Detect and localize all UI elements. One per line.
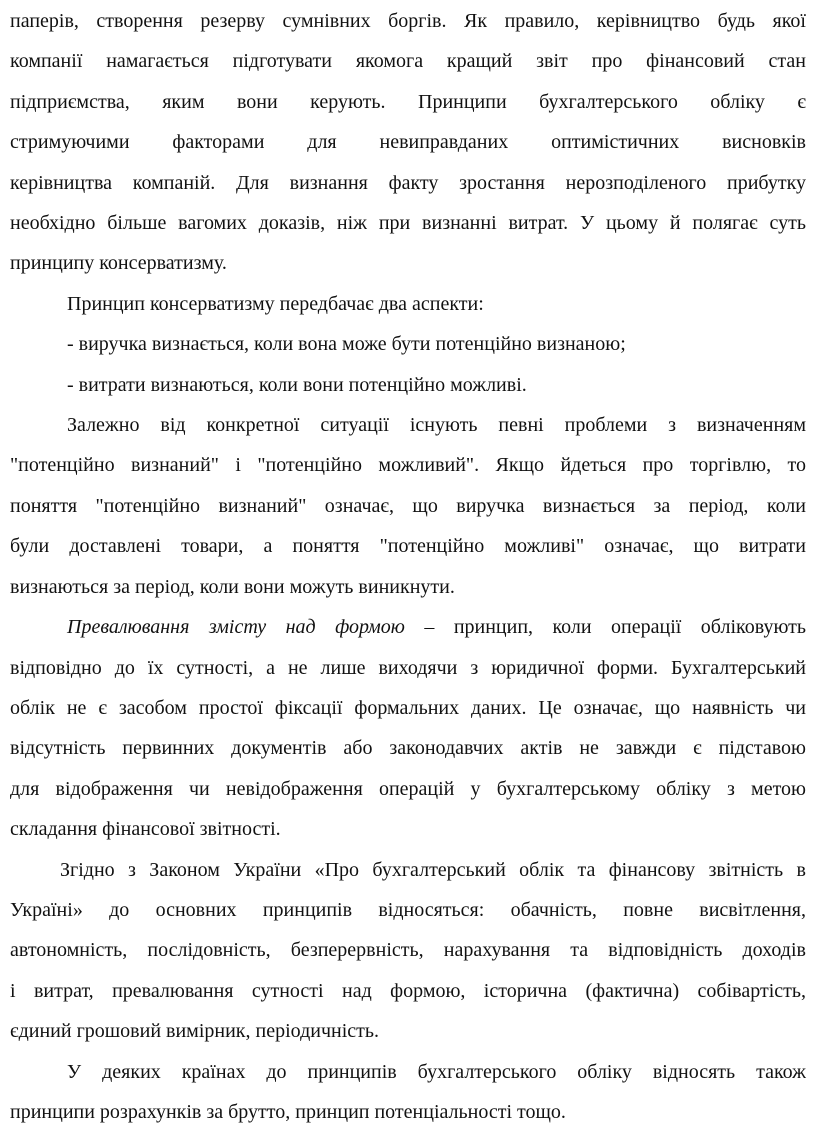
text-line: для відображення чи невідображення операцій у бухгалтерському обліку з метою — [10, 777, 806, 800]
text-line: складання фінансової звітності. — [10, 818, 281, 841]
italic-term: Превалювання змісту над формою — [67, 616, 405, 639]
text-line: компанії намагається підготувати якомога кращий звіт про фінансовий стан — [10, 50, 806, 73]
text-line: єдиний грошовий вимірник, періодичність. — [10, 1020, 380, 1043]
text-line: Згідно з Законом України «Про бухгалтерський облік та фінансову звітність в — [60, 858, 806, 881]
text-line: "потенційно визнаний" і "потенційно можливий". Якщо йдеться про торгівлю, то — [10, 454, 806, 477]
text-line: відповідно до їх сутності, а не лише виходячи з юридичної форми. Бухгалтерський — [10, 656, 806, 679]
paragraph-law-principles — [10, 850, 806, 1052]
text-line: визнаються за період, коли вони можуть виникнути. — [10, 575, 455, 598]
text-line: були доставлені товари, а поняття "потенційно можливі" означає, що витрати — [10, 535, 806, 558]
paragraph-aspects: Принцип консерватизму передбачає два аспекти: — [67, 292, 484, 315]
text-line: облік не є засобом простої фіксації формальних даних. Це означає, що наявність чи — [10, 696, 806, 719]
text-line: підприємства, яким вони керують. Принципи бухгалтерського обліку є — [10, 90, 806, 113]
text-segment: – принцип, коли операції обліковують — [404, 616, 806, 639]
text-line: керівництва компаній. Для визнання факту зростання нерозподіленого прибутку — [10, 171, 806, 194]
paragraph-situations — [10, 405, 806, 607]
text-line: поняття "потенційно визнаний" означає, що виручка визнається за період, коли — [10, 494, 806, 517]
paragraph-conservatism-intro — [10, 1, 806, 284]
text-line: стримуючими факторами для невиправданих оптимістичних висновків — [10, 131, 806, 154]
text-line: принципу консерватизму. — [10, 252, 227, 275]
text-line: Україні» до основних принципів відносяться: обачність, повне висвітлення, — [10, 898, 806, 921]
text-line: і витрат, превалювання сутності над формою, історична (фактична) собівартість, — [10, 979, 806, 1002]
paragraph-other-countries — [10, 1052, 806, 1132]
list-item-expenses: - витрати визнаються, коли вони потенційно можливі. — [67, 373, 527, 396]
text-line: паперів, створення резерву сумнівних боргів. Як правило, керівництво будь якої — [10, 10, 806, 32]
text-line: відсутність первинних документів або законодавчих актів не завжди є підставою — [10, 737, 806, 760]
text-line: принципи розрахунків за брутто, принцип потенціальності тощо. — [10, 1100, 566, 1123]
text-line — [10, 607, 806, 647]
text-line: У деяких країнах до принципів бухгалтерського обліку відносять також — [67, 1060, 806, 1083]
text-line: необхідно більше вагомих доказів, ніж при визнанні витрат. У цьому й полягає суть — [10, 212, 806, 235]
text-line: Залежно від конкретної ситуації існують певні проблеми з визначенням — [67, 414, 806, 437]
text-line: автономність, послідовність, безперервність, нарахування та відповідність доходів — [10, 939, 806, 962]
list-item-revenue: - виручка визнається, коли вона може бути потенційно визнаною; — [67, 333, 626, 356]
paragraph-substance-over-form — [10, 607, 806, 849]
